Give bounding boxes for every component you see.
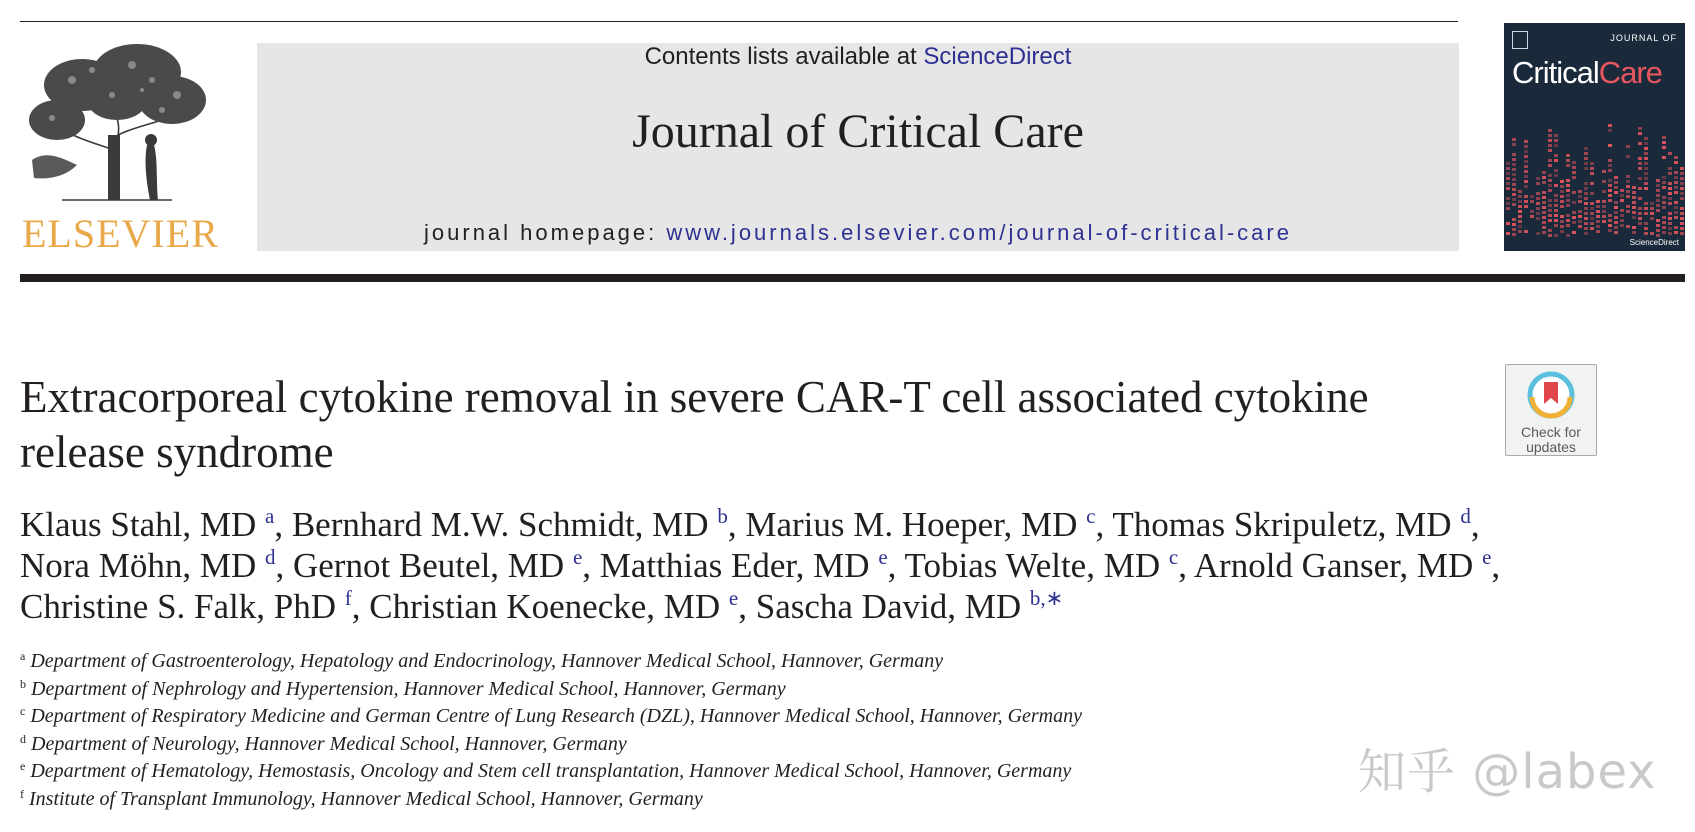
author[interactable]: Matthias Eder, MD $^e$, — [599, 545, 897, 585]
cover-title-critical: Critical — [1512, 55, 1599, 90]
author-affiliation-ref[interactable]: c — [1086, 504, 1096, 528]
author-affiliation-ref[interactable]: e — [728, 586, 739, 610]
journal-title[interactable]: Journal of Critical Care — [632, 105, 1084, 158]
affiliation-list — [20, 648, 1320, 813]
author[interactable]: Arnold Ganser, MD $^e$, — [1193, 545, 1501, 585]
author-affiliation-ref[interactable]: e — [572, 545, 583, 569]
cover-footer: ScienceDirect — [1629, 238, 1679, 247]
affiliation-item — [20, 703, 1320, 731]
affiliation-label: f — [20, 786, 24, 801]
affiliation-label: a — [20, 649, 26, 663]
cover-small-heading: JOURNAL OF — [1610, 33, 1677, 43]
affiliation-label: d — [20, 731, 26, 746]
elsevier-logo[interactable] — [22, 40, 218, 255]
author[interactable]: Klaus Stahl, MD $^a$, — [20, 504, 284, 544]
affiliation-text: Department of Nephrology and Hypertension, Hannover Medical School, Hannover, Germany — [31, 677, 786, 700]
cover-title-care: Care — [1598, 55, 1662, 90]
journal-banner — [257, 43, 1459, 251]
author-affiliation-ref[interactable]: d — [264, 545, 276, 569]
author[interactable]: Christine S. Falk, PhD $^f$, — [20, 586, 361, 626]
sciencedirect-link[interactable]: ScienceDirect — [923, 43, 1072, 70]
affiliation-item — [20, 648, 1320, 676]
affiliation-text: Institute of Transplant Immunology, Hannover Medical School, Hannover, Germany — [29, 787, 703, 810]
author-affiliation-ref[interactable]: e — [878, 545, 888, 569]
author[interactable]: Tobias Welte, MD $^c$, — [904, 545, 1187, 585]
author-affiliation-ref[interactable]: a — [265, 504, 275, 528]
affiliation-item — [20, 786, 1320, 814]
homepage-link[interactable]: www.journals.elsevier.com/journal-of-critical-care — [666, 220, 1292, 245]
contents-line — [257, 43, 1459, 71]
check-updates-icon — [1527, 371, 1575, 419]
homepage-line — [257, 219, 1459, 247]
check-updates-line2: updates — [1526, 439, 1576, 455]
affiliation-item — [20, 676, 1320, 704]
top-rule — [20, 21, 1458, 22]
author[interactable]: Christian Koenecke, MD $^e$, — [369, 586, 747, 626]
affiliation-label: c — [20, 704, 26, 718]
author[interactable]: Gernot Beutel, MD $^e$, — [292, 545, 592, 585]
affiliation-item — [20, 731, 1320, 759]
affiliation-label: b — [20, 676, 26, 691]
cover-title — [1512, 55, 1662, 91]
affiliation-text: Department of Respiratory Medicine and German Centre of Lung Research (DZL), Hannover Medical School, Hannover, Germany — [30, 705, 1082, 727]
header-divider — [20, 274, 1685, 282]
affiliation-text: Department of Neurology, Hannover Medical School, Hannover, Germany — [31, 732, 627, 755]
elsevier-wordmark: ELSEVIER — [22, 211, 219, 256]
author-affiliation-ref[interactable]: e — [1482, 545, 1492, 569]
article-title: Extracorporeal cytokine removal in severe CAR-T cell associated cytokine release syndrome — [20, 372, 1369, 477]
journal-cover[interactable] — [1504, 23, 1685, 251]
elsevier-tree-icon — [22, 40, 218, 210]
homepage-prefix: journal homepage: — [424, 220, 667, 245]
author-affiliation-ref[interactable]: b,∗ — [1029, 586, 1064, 610]
contents-prefix: Contents lists available at — [644, 43, 924, 70]
zhihu-watermark: 知乎 @labex — [1358, 744, 1657, 800]
check-updates-line1: Check for — [1521, 424, 1581, 440]
author-affiliation-ref[interactable]: d — [1460, 504, 1471, 528]
author[interactable]: Thomas Skripuletz, MD $^d$, — [1112, 504, 1480, 544]
check-for-updates-button[interactable] — [1505, 364, 1597, 456]
affiliation-text: Department of Gastroenterology, Hepatology and Endocrinology, Hannover Medical School, Hannover, Germany — [30, 650, 944, 672]
cover-elsevier-mark-icon — [1512, 31, 1528, 49]
affiliation-label: e — [20, 759, 26, 773]
author[interactable]: Bernhard M.W. Schmidt, MD $^b$, — [291, 504, 737, 544]
author-affiliation-ref[interactable]: c — [1168, 545, 1179, 569]
author[interactable]: Sascha David, MD $^{b,∗}$ — [755, 586, 1064, 626]
affiliation-item — [20, 758, 1320, 786]
author-list — [20, 504, 1670, 627]
affiliation-text: Department of Hematology, Hemostasis, Oncology and Stem cell transplantation, Hannover Medical School, Hannover, Germany — [30, 760, 1072, 782]
author[interactable]: Nora Möhn, MD $^d$, — [20, 545, 285, 585]
author-affiliation-ref[interactable]: f — [344, 586, 352, 610]
author[interactable]: Marius M. Hoeper, MD $^c$, — [745, 504, 1105, 544]
author-affiliation-ref[interactable]: b — [717, 504, 728, 528]
